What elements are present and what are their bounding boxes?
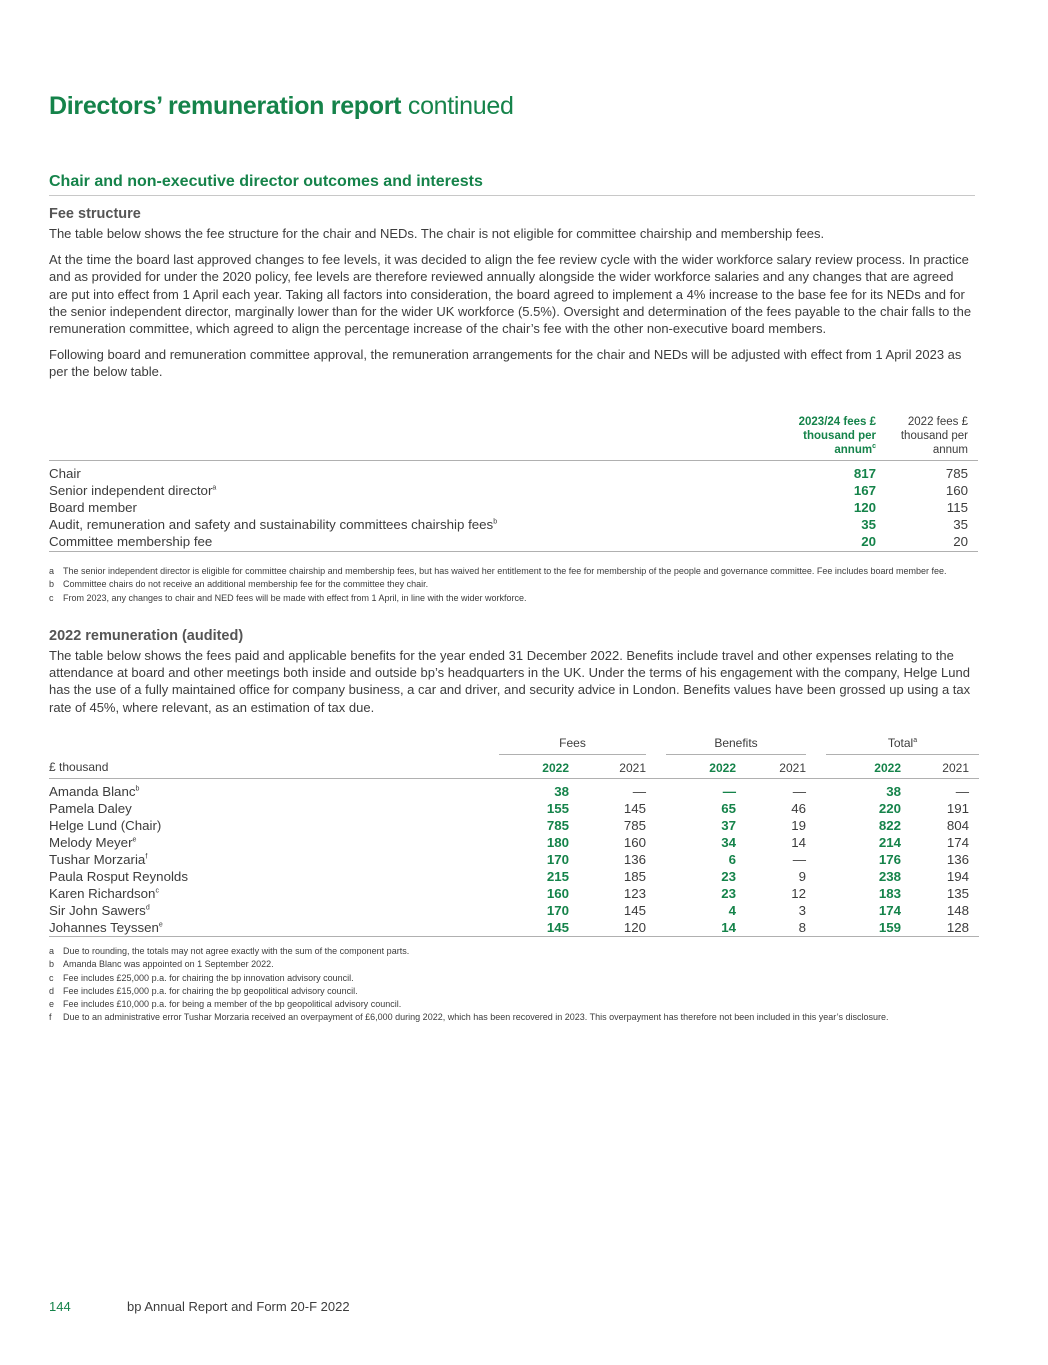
table-row [49,868,979,885]
fees-2021-value: 136 [623,852,646,867]
benefits-2021-value: 14 [791,835,806,850]
remuneration-paragraph: The table below shows the fees paid and applicable benefits for the year ended 31 December 2022. Benefits include travel and other expenses relating to the attendance at board and other meetings both inside and outside bp’s headquarters in the UK. Under the terms of his engagement with the company, Helge Lund has the use of a fully maintained office for company business, a car and driver, and security advice in London. Benefits values have been grossed up using a tax rate of 45%, where relevant, as an estimation of tax due. [49,648,971,715]
table-row [49,800,979,817]
fees-2022-header: 2022 [542,761,569,775]
fee-row-label: Senior independent director$^a$ [49,483,217,498]
fee-footnotes [49,566,975,606]
remuneration-table [49,736,979,937]
benefits-2022-value: 65 [721,801,736,816]
benefits-2021-value: 8 [798,920,806,935]
total-2022-value: 822 [878,818,901,833]
page-footer [49,1299,350,1314]
director-name: Helge Lund (Chair) [49,818,162,833]
fees-2021-value: 120 [623,920,646,935]
benefits-2022-value: — [722,784,736,799]
fees-2021-value: 785 [623,818,646,833]
total-2021-value: 135 [946,886,969,901]
total-2021-header: 2021 [942,761,969,775]
total-2022-value: 238 [878,869,901,884]
fee-row-label: Board member [49,500,137,515]
fees-2022-value: 160 [546,886,569,901]
benefits-2022-header: 2022 [709,761,736,775]
fee-paragraph-3: Following board and remuneration committee approval, the remuneration arrangements for the chair and NEDs will be adjusted with effect from 1 April 2023 as per the below table. [49,347,962,380]
fee-2022-value: 20 [953,534,968,549]
footnote: b Amanda Blanc was appointed on 1 September 2022. [49,959,274,970]
table-row [49,482,978,499]
fees-group-header: Fees [499,736,646,755]
fee-row-label: Committee membership fee [49,534,213,549]
remuneration-heading: 2022 remuneration (audited) [49,628,244,644]
fees-2022-value: 145 [546,920,569,935]
total-2022-value: 214 [878,835,901,850]
fees-2021-header: 2021 [619,761,646,775]
footnote: b Committee chairs do not receive an additional membership fee for the committee they chair. [49,579,429,590]
fee-2022-value: 160 [945,483,968,498]
table-row [49,851,979,868]
fees-2021-value: 123 [623,886,646,901]
total-2022-value: 220 [878,801,901,816]
total-2021-value: 191 [946,801,969,816]
benefits-2021-value: 12 [791,886,806,901]
total-2021-value: 136 [946,852,969,867]
benefits-2022-value: 37 [721,818,736,833]
director-name: Amanda Blanc$^b$ [49,784,140,799]
benefits-2021-value: 3 [798,903,806,918]
fees-2022-value: 170 [546,852,569,867]
footnote: a The senior independent director is eligible for committee chairship and membership fees, but has waived her entitlement to the fee for membership of the people and governance committee. Fee includes board member fee. [49,566,947,576]
benefits-2021-value: 46 [791,801,806,816]
fees-2022-value: 155 [546,801,569,816]
unit-label: £ thousand [49,760,109,774]
total-2021-value: 148 [946,903,969,918]
footnote: a Due to rounding, the totals may not agree exactly with the sum of the component parts. [49,946,410,956]
benefits-2022-value: 14 [721,920,736,935]
fee-col-2022: 2022 fees £ thousand per annum [900,416,968,456]
benefits-2021-value: 9 [798,869,806,884]
fee-2023-value: 120 [853,500,876,515]
fee-table [49,415,978,552]
total-2021-value: 128 [946,920,969,935]
table-row [49,919,979,937]
benefits-2022-value: 6 [728,852,736,867]
director-name: Pamela Daley [49,801,132,816]
total-2021-value: — [955,784,969,799]
fee-row-label: Audit, remuneration and safety and sustainability committees chairship fees$^b$ [49,517,498,532]
total-2022-header: 2022 [874,761,901,775]
benefits-2021-value: 19 [791,818,806,833]
table-row [49,533,978,552]
fee-2023-value: 35 [861,517,876,532]
page-title: Directors’ remuneration report continued [49,92,514,120]
fees-2022-value: 785 [546,818,569,833]
fees-2021-value: 160 [623,835,646,850]
benefits-group-header: Benefits [666,736,806,755]
total-2022-value: 176 [878,852,901,867]
total-2022-value: 38 [886,784,901,799]
director-name: Tushar Morzaria$^f$ [49,852,148,867]
director-name: Paula Rosput Reynolds [49,869,188,884]
director-name: Karen Richardson$^c$ [49,886,159,901]
footnote: c Fee includes £25,000 p.a. for chairing the bp innovation advisory council. [49,972,354,983]
table-row [49,885,979,902]
benefits-2021-value: — [792,784,806,799]
page-number: 144 [49,1299,71,1314]
total-group-header: Total$^a$ [826,736,979,755]
fee-2022-value: 785 [945,466,968,481]
section-heading: Chair and non-executive director outcomes and interests [49,173,975,196]
benefits-2022-value: 34 [721,835,736,850]
table-row [49,779,979,801]
fee-2023-value: 20 [861,534,876,549]
table-row [49,461,978,483]
remuneration-section [49,628,975,725]
fee-structure-heading: Fee structure [49,206,141,222]
fees-2022-value: 38 [554,784,569,799]
total-2021-value: 194 [946,869,969,884]
fee-2023-value: 817 [853,466,876,481]
fee-paragraph-2: At the time the board last approved changes to fee levels, it was decided to align the fee review cycle with the wider workforce salary review process. In practice and as provided for under the 2020 policy, fee levels are therefore reviewed annually alongside the wider workforce salaries and any changes that are agreed are put into effect from 1 April each year. Taking all factors into consideration, the board agreed to implement a 4% increase to the base fee for its NEDs and for the senior independent director, marginally lower than for the wider UK workforce (5.5%). Oversight and determination of the fees payable to the chair falls to the remuneration committee, which agreed to align the percentage increase of the chair’s fee with the other non-executive board members. [49,252,972,337]
fees-2021-value: 185 [623,869,646,884]
director-name: Melody Meyer$^e$ [49,835,137,850]
fees-2021-value: 145 [623,801,646,816]
benefits-2021-value: — [792,852,806,867]
table-row [49,499,978,516]
table-row [49,817,979,834]
benefits-2022-value: 4 [728,903,736,918]
footnote: c From 2023, any changes to chair and NED fees will be made with effect from 1 April, in line with the wider workforce. [49,592,527,603]
fees-2022-value: 180 [546,835,569,850]
document-name: bp Annual Report and Form 20-F 2022 [127,1299,350,1314]
table-row [49,516,978,533]
benefits-2022-value: 23 [721,869,736,884]
fees-2022-value: 215 [546,869,569,884]
fee-row-label: Chair [49,466,81,481]
fee-paragraph-1: The table below shows the fee structure for the chair and NEDs. The chair is not eligible for committee chairship and membership fees. [49,226,825,241]
footnote: f Due to an administrative error Tushar Morzaria received an overpayment of £6,000 during 2022, which has been recovered in 2023. This overpayment has therefore not been included in this year’s disclosure. [49,1012,889,1023]
fees-2021-value: 145 [623,903,646,918]
director-name: Johannes Teyssen$^e$ [49,920,163,935]
table-row [49,834,979,851]
fees-2022-value: 170 [546,903,569,918]
fee-col-2023: 2023/24 fees £ thousand per annum$^c$ [798,416,876,456]
fee-2022-value: 115 [946,500,968,515]
total-2022-value: 174 [878,903,901,918]
fee-structure-section [49,206,975,390]
fee-2022-value: 35 [953,517,968,532]
fees-2021-value: — [632,784,646,799]
table-row [49,902,979,919]
director-name: Sir John Sawers$^d$ [49,903,150,918]
footnote: e Fee includes £10,000 p.a. for being a member of the bp geopolitical advisory council. [49,999,402,1010]
total-2022-value: 159 [878,920,901,935]
benefits-2022-value: 23 [721,886,736,901]
total-2022-value: 183 [878,886,901,901]
fee-2023-value: 167 [853,483,876,498]
total-2021-value: 804 [946,818,969,833]
benefits-2021-header: 2021 [779,761,806,775]
remuneration-footnotes [49,946,975,1026]
footnote: d Fee includes £15,000 p.a. for chairing the bp geopolitical advisory council. [49,985,358,996]
total-2021-value: 174 [946,835,969,850]
